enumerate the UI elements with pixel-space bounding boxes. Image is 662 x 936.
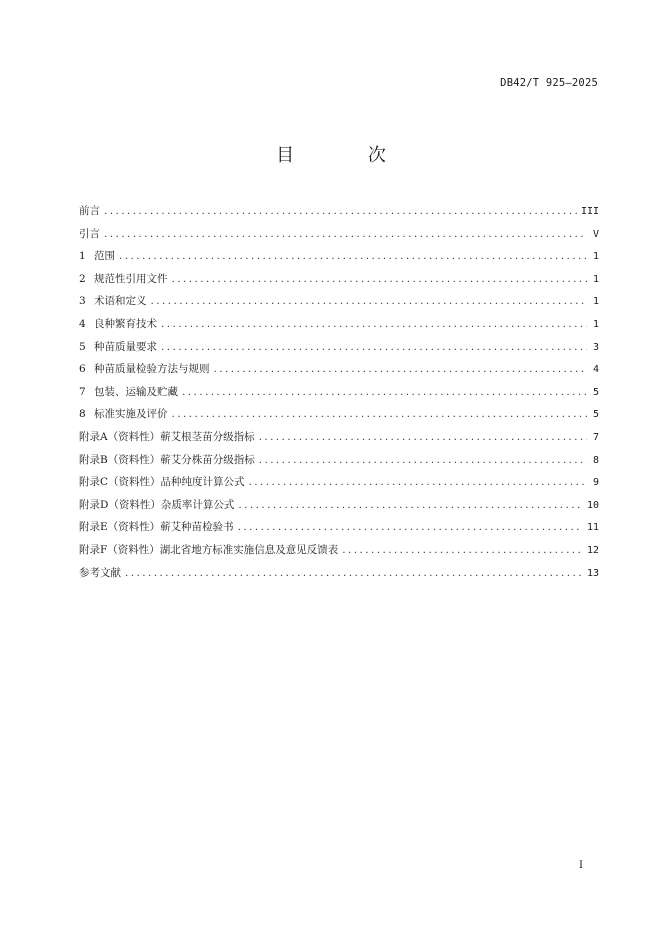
toc-entry-page: 13 — [586, 567, 599, 579]
toc-leader-dots — [104, 223, 587, 246]
toc-leader-dots — [249, 471, 587, 494]
toc-entry-number: 8 — [79, 408, 86, 421]
toc-entry-page: 9 — [592, 477, 599, 489]
page-number: I — [579, 860, 583, 871]
toc-entry-label: 品种纯度计算公式 — [160, 476, 245, 489]
toc-entry-page: 8 — [592, 454, 599, 466]
toc-entry[interactable] — [79, 516, 599, 539]
toc-entry-page: 10 — [586, 499, 599, 511]
toc-entry-appendix: 附录A（资料性） — [79, 430, 161, 443]
toc-entry-page: 4 — [592, 364, 599, 376]
toc-entry[interactable] — [79, 471, 599, 494]
toc-entry-label: 范围 — [94, 250, 115, 263]
toc-entry[interactable] — [79, 245, 599, 268]
toc-entry-page: 1 — [592, 273, 599, 285]
toc-entry-label: 湖北省地方标准实施信息及意见反馈表 — [159, 543, 339, 556]
toc-entry-number: 1 — [79, 250, 86, 263]
toc-entry-label: 包装、运输及贮藏 — [94, 385, 178, 398]
toc-entry-page: 1 — [592, 251, 599, 263]
toc-entry-page: 5 — [592, 409, 599, 421]
toc-entry-number: 5 — [79, 340, 86, 353]
toc-entry[interactable] — [79, 223, 599, 246]
toc-entry-page: 5 — [592, 386, 599, 398]
toc-entry-page: 3 — [592, 341, 599, 353]
toc-leader-dots — [161, 313, 587, 336]
toc-leader-dots — [342, 539, 583, 562]
toc-leader-dots — [125, 562, 583, 585]
toc-entry-appendix: 附录E（资料性） — [79, 521, 161, 534]
toc-entry[interactable] — [79, 268, 599, 291]
toc-leader-dots — [104, 200, 577, 223]
toc-entry[interactable] — [79, 539, 599, 562]
toc-entry-label: 参考文献 — [79, 566, 121, 579]
toc-entry-label: 杂质率计算公式 — [160, 498, 235, 511]
toc-entry-label: 标准实施及评价 — [94, 408, 168, 421]
toc-entry-page: 1 — [592, 296, 599, 308]
toc-entry-label: 规范性引用文件 — [94, 272, 168, 285]
toc-entry-label: 种苗质量要求 — [94, 340, 157, 353]
toc-entry-page: 11 — [586, 522, 599, 534]
toc-title: 目 次 — [276, 145, 420, 166]
toc-leader-dots — [238, 494, 583, 517]
toc-entry-appendix: 附录B（资料性） — [79, 453, 161, 466]
toc-entry-label: 蕲艾根茎苗分级指标 — [160, 430, 255, 443]
table-of-contents — [79, 200, 599, 584]
toc-leader-dots — [214, 358, 588, 381]
toc-entry[interactable] — [79, 200, 599, 223]
toc-entry[interactable] — [79, 449, 599, 472]
toc-entry[interactable] — [79, 426, 599, 449]
toc-entry-appendix: 附录C（资料性） — [79, 476, 161, 489]
toc-leader-dots — [259, 426, 587, 449]
toc-entry-page: III — [580, 206, 599, 217]
toc-leader-dots — [161, 336, 587, 359]
toc-entry[interactable] — [79, 494, 599, 517]
toc-leader-dots — [238, 516, 583, 539]
toc-entry[interactable] — [79, 562, 599, 585]
toc-leader-dots — [172, 268, 588, 291]
toc-entry-label: 蕲艾分株苗分级指标 — [160, 453, 255, 466]
toc-entry[interactable] — [79, 290, 599, 313]
toc-entry-label: 良种繁育技术 — [94, 317, 157, 330]
toc-entry[interactable] — [79, 381, 599, 404]
toc-entry[interactable] — [79, 336, 599, 359]
toc-leader-dots — [182, 381, 587, 404]
standard-code: DB42/T 925—2025 — [500, 77, 598, 89]
toc-entry-page: V — [592, 228, 599, 240]
toc-entry-page: 12 — [586, 544, 599, 556]
toc-leader-dots — [151, 290, 588, 313]
toc-entry-label: 术语和定义 — [94, 295, 147, 308]
toc-entry-number: 6 — [79, 363, 86, 376]
toc-entry[interactable] — [79, 313, 599, 336]
toc-entry-label: 前言 — [79, 205, 100, 217]
toc-entry-page: 1 — [592, 318, 599, 330]
toc-entry-number: 7 — [79, 385, 86, 398]
toc-entry-appendix: 附录D（资料性） — [79, 498, 161, 511]
toc-leader-dots — [172, 403, 588, 426]
toc-entry-number: 3 — [79, 295, 86, 308]
toc-entry-number: 4 — [79, 317, 86, 330]
toc-entry-label: 种苗质量检验方法与规则 — [94, 363, 210, 376]
toc-leader-dots — [119, 245, 587, 268]
toc-entry-label: 蕲艾种苗检验书 — [160, 521, 234, 534]
toc-entry-number: 2 — [79, 272, 86, 285]
toc-entry[interactable] — [79, 358, 599, 381]
toc-leader-dots — [259, 449, 587, 472]
toc-entry-label: 引言 — [79, 227, 100, 240]
toc-entry[interactable] — [79, 403, 599, 426]
toc-entry-appendix: 附录F（资料性） — [79, 543, 160, 556]
toc-entry-page: 7 — [592, 431, 599, 443]
